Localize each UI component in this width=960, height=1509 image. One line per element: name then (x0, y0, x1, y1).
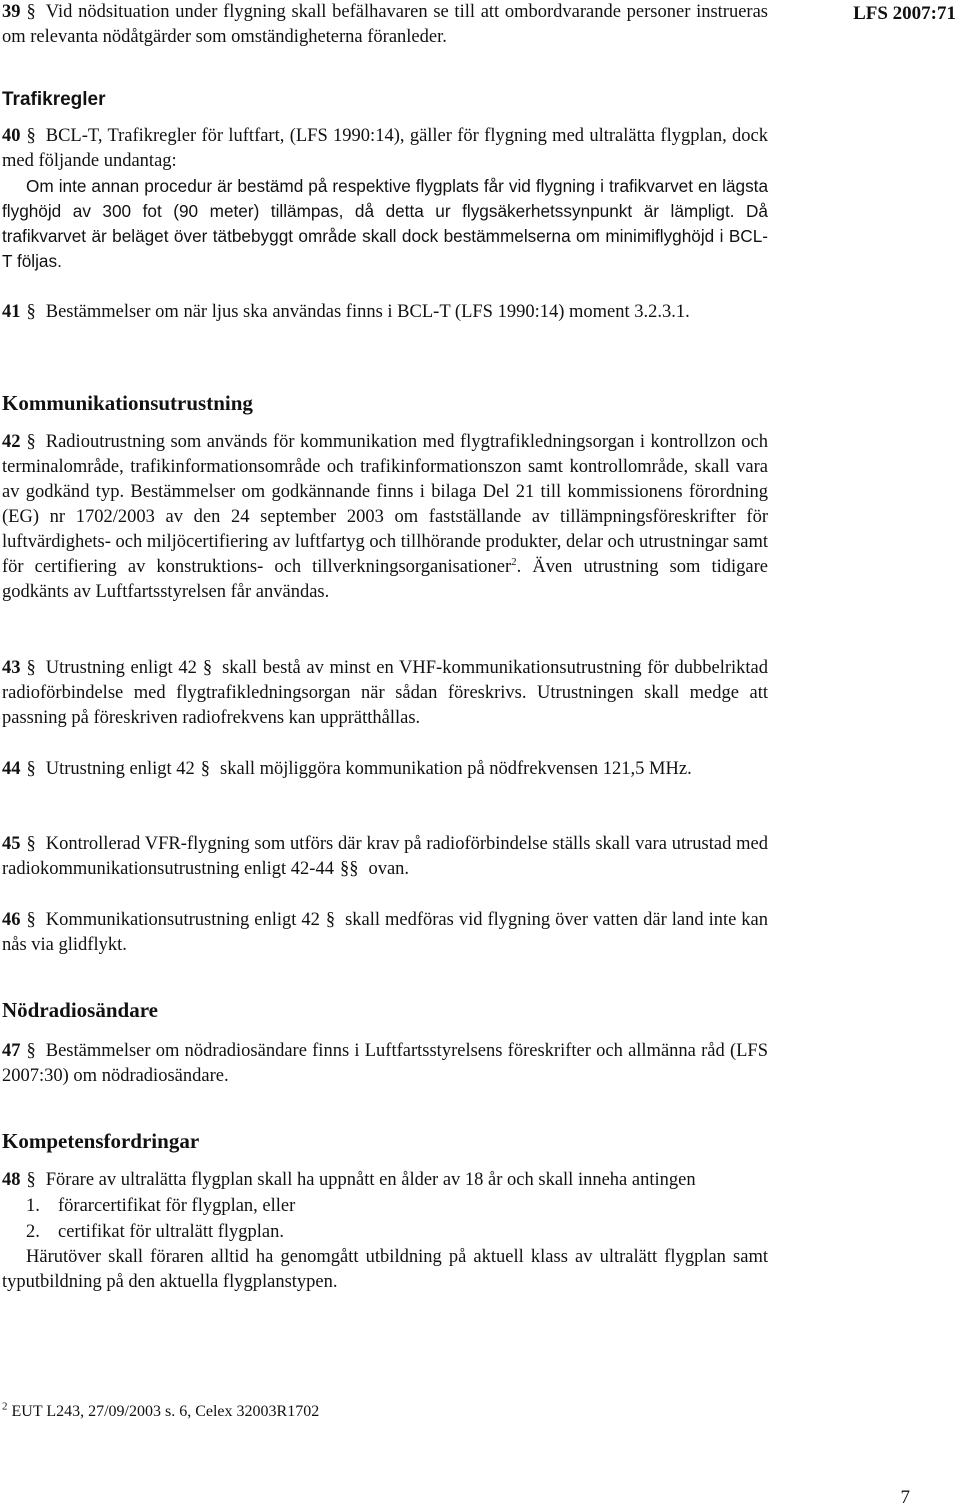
paragraph-48: 48 § Förare av ultralätta flygplan skall ha uppnått en ålder av 18 år och skall inneha antingen 1. förarcertifikat för flygplan, eller 2. certifikat för ultralätt flygplan. Härutöver skall föraren alltid ha genomgått utbildning på aktuell klass av ultralätt flygplan samt typutbildning på den aktuella flygplanstypen. (2, 1168, 768, 1295)
paragraph-47: 47 § Bestämmelser om nödradiosändare finns i Luftfartsstyrelsens föreskrifter och allmänna råd (LFS 2007:30) om nödradiosändare. (2, 1041, 768, 1086)
paragraph-40-exception: Om inte annan procedur är bestämd på respektive flygplats får vid flygning i trafikvarvet en lägsta flyghöjd av 300 fot (90 meter) tillämpas, då detta ur flygsäkerhetssynpunkt är lämpligt. Då trafikvarvet är beläget över tätbebyggt område skall dock bestämmelserna om minimiflyghöjd i BCL-T följas. (2, 176, 768, 271)
paragraph-text: Radioutrustning som används för kommunikation med flygtrafikledningsorgan i kontrollzon och terminalområde, trafikinformationsområde och trafikinformationszon samt kontrollområde, skall vara av godkänd typ. Bestämmelser om godkännande finns i bilaga Del 21 till kommissionens förordning (EG) nr 1702/2003 av den 24 september 2003 om fastställande av tillämpningsföreskrifter för luftvärdighets- och miljöcertifiering av luftfartyg och tillhörande produkter, delar och utrustningar samt för certifiering av konstruktions- och tillverkningsorganisationer (2, 432, 768, 577)
section-sign: § (26, 759, 36, 779)
list-item: 1. förarcertifikat för flygplan, eller (26, 1196, 296, 1216)
paragraph-41 (2, 300, 768, 325)
section-sign: § (26, 432, 36, 452)
section-sign: §§ (339, 859, 359, 879)
section-sign: § (26, 658, 36, 678)
paragraph-43: 43 § Utrustning enligt 42 § skall bestå av minst en VHF-kommunikationsutrustning för dubbelriktad radioförbindelse med flygtrafikledningsorgan när sådan föreskrivs. Utrustningen skall medge att passning på föreskriven radiofrekvens kan upprätthållas. (2, 658, 768, 728)
paragraph-text: BCL-T, Trafikregler för luftfart, (LFS 1990:14), gäller för flygning med ultralätta flygplan, dock med följande undantag: (2, 126, 768, 171)
section-sign: § (26, 126, 36, 146)
paragraph-number: 48 (2, 1170, 21, 1190)
paragraph-42 (2, 430, 768, 605)
section-sign: § (26, 302, 36, 322)
section-sign: § (325, 910, 336, 930)
paragraph-text: Vid nödsituation under flygning skall befälhavaren se till att ombordvarande personer instrueras om relevanta nödåtgärder som omständigheterna föranleder. (2, 2, 768, 47)
section-sign: § (26, 834, 36, 854)
footnote-number: 2 (2, 1400, 8, 1413)
section-sign: § (200, 759, 211, 779)
heading-trafikregler: Trafikregler (2, 89, 106, 110)
paragraph-number: 43 (2, 658, 21, 678)
paragraph-46: 46 § Kommunikationsutrustning enligt 42 § skall medföras vid flygning över vatten där land inte kan nås via glidflykt. (2, 910, 768, 955)
paragraph-number: 41 (2, 302, 21, 322)
paragraph-number: 44 (2, 759, 21, 779)
header-code: LFS 2007:71 (853, 3, 956, 24)
paragraph-48-additional: Härutöver skall föraren alltid ha genomgått utbildning på aktuell klass av ultralätt flygplan samt typutbildning på den aktuella flygplanstypen. (2, 1247, 768, 1292)
heading-kommunikationsutrustning: Kommunikationsutrustning (2, 391, 253, 415)
paragraph-number: 47 (2, 1041, 21, 1061)
paragraph-number: 40 (2, 126, 21, 146)
list-item: 2. certifikat för ultralätt flygplan. (26, 1222, 285, 1242)
section-sign: § (202, 658, 213, 678)
section-sign: § (26, 1170, 36, 1190)
paragraph-44: 44 § Utrustning enligt 42 § skall möjliggöra kommunikation på nödfrekvensen 121,5 MHz. (2, 759, 692, 779)
footnote-text: EUT L243, 27/09/2003 s. 6, Celex 32003R1702 (11, 1403, 320, 1420)
paragraph-45: 45 § Kontrollerad VFR-flygning som utförs där krav på radioförbindelse ställs skall vara utrustad med radiokommunikationsutrustning enligt 42-44 §§ ovan. (2, 834, 768, 879)
page-number: 7 (900, 1487, 910, 1508)
footnote-reference: 2 (511, 555, 517, 568)
paragraph-number: 42 (2, 432, 21, 452)
paragraph-text: Bestämmelser om när ljus ska användas finns i BCL-T (LFS 1990:14) moment 3.2.3.1. (45, 302, 690, 322)
heading-nodradiosandare: Nödradiosändare (2, 998, 158, 1022)
paragraph-39 (2, 0, 768, 50)
requirements-list (2, 1193, 768, 1245)
section-sign: § (26, 1041, 36, 1061)
paragraph-text-continued: . Även utrustning som tidigare godkänts av Luftfartsstyrelsen får användas. (2, 557, 768, 602)
paragraph-40 (2, 124, 768, 274)
paragraph-number: 46 (2, 910, 21, 930)
section-sign: § (26, 910, 36, 930)
paragraph-number: 39 (2, 2, 21, 22)
heading-kompetensfordringar: Kompetensfordringar (2, 1129, 200, 1153)
paragraph-number: 45 (2, 834, 21, 854)
footnote (2, 1402, 319, 1422)
section-sign: § (26, 2, 36, 22)
